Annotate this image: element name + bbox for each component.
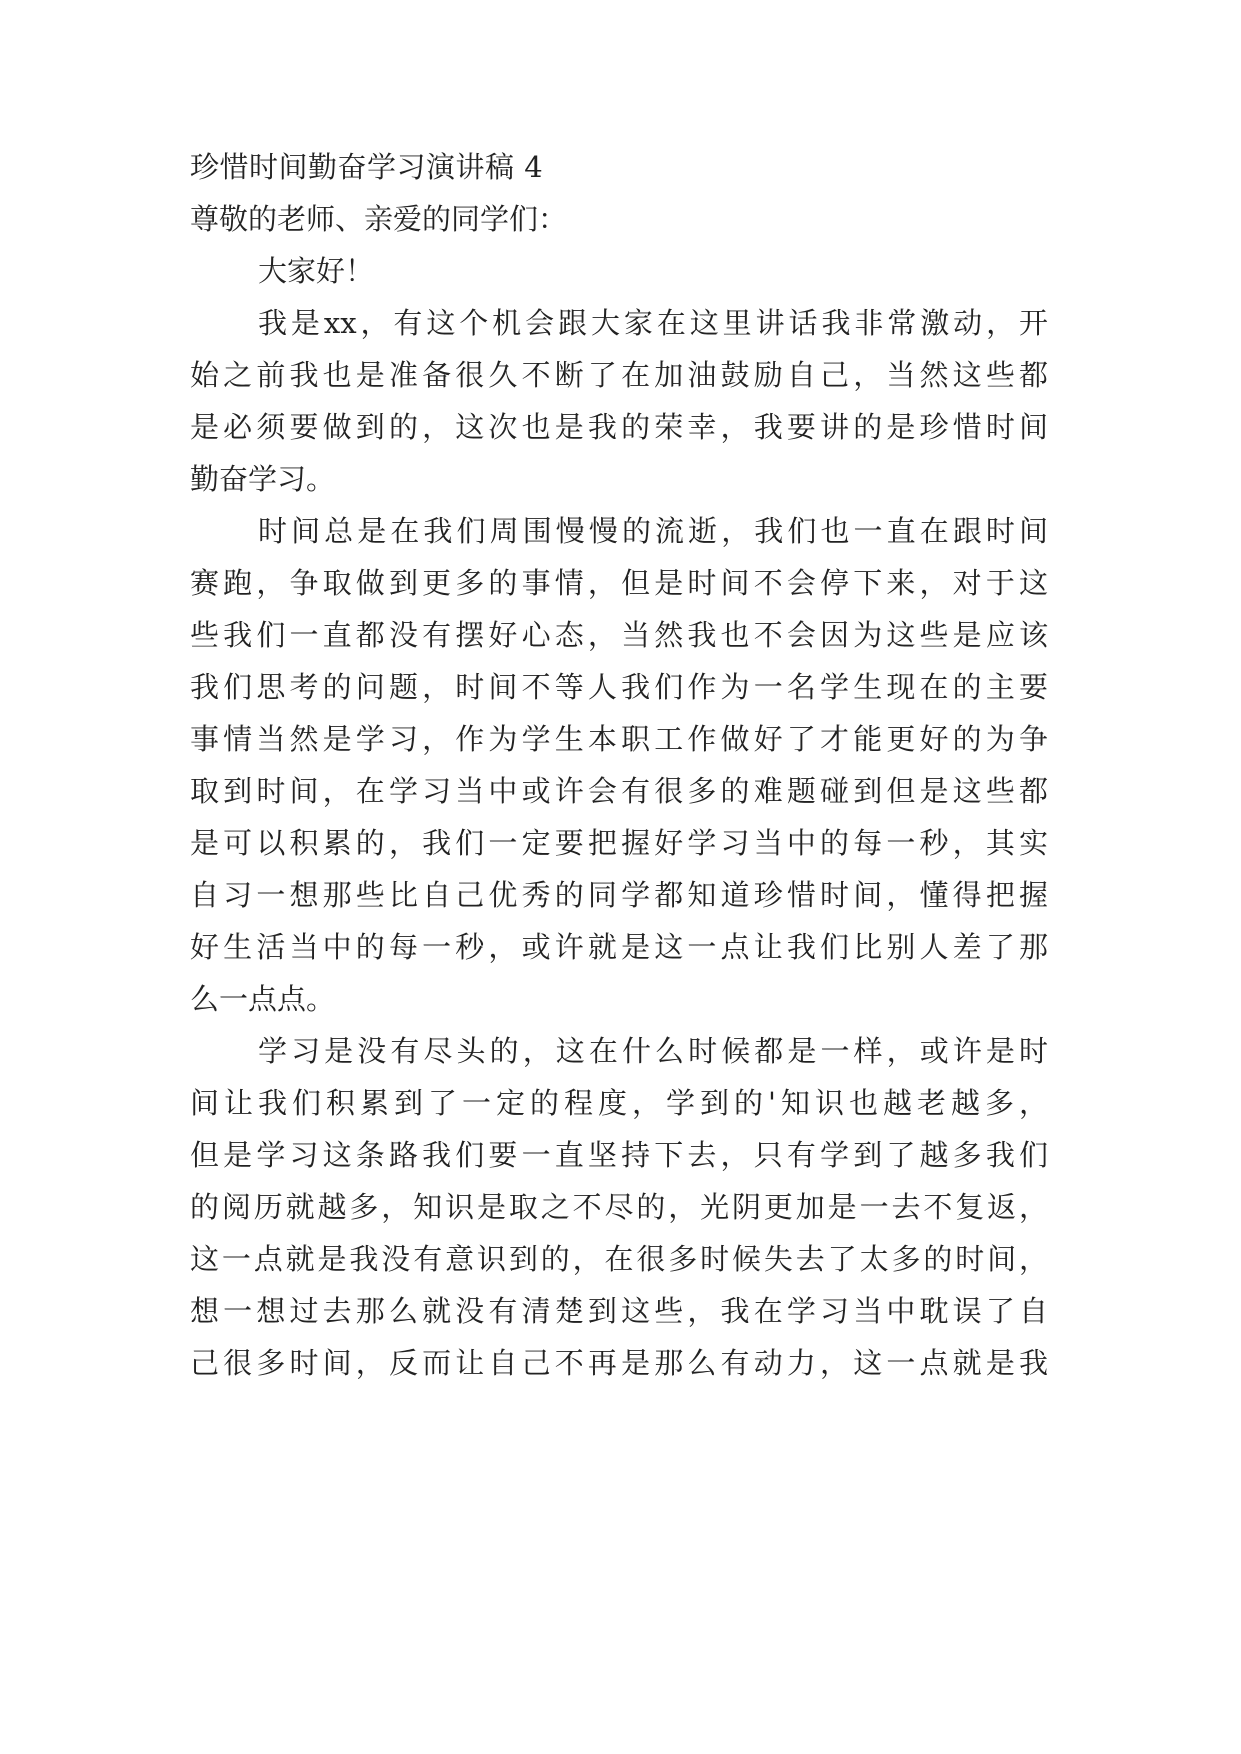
paragraph-line: 赛跑，争取做到更多的事情，但是时间不会停下来，对于这 — [190, 566, 1048, 600]
paragraph-line: 己很多时间，反而让自己不再是那么有动力，这一点就是我 — [190, 1346, 1048, 1380]
paragraph-line: 些我们一直都没有摆好心态，当然我也不会因为这些是应该 — [190, 618, 1048, 652]
paragraph-line: 是可以积累的，我们一定要把握好学习当中的每一秒，其实 — [190, 826, 1048, 860]
paragraph — [190, 505, 1048, 1025]
paragraph-line: 我们思考的问题，时间不等人我们作为一名学生现在的主要 — [190, 670, 1048, 704]
paragraph-line: 事情当然是学习，作为学生本职工作做好了才能更好的为争 — [190, 722, 1048, 756]
paragraph-line: 么一点点。 — [190, 982, 336, 1016]
paragraph-line: 好生活当中的每一秒，或许就是这一点让我们比别人差了那 — [190, 930, 1048, 964]
paragraph-line: 我是xx，有这个机会跟大家在这里讲话我非常激动，开 — [258, 306, 1048, 340]
paragraph-line: 的阅历就越多，知识是取之不尽的，光阴更加是一去不复返， — [190, 1190, 1048, 1224]
paragraph-line: 始之前我也是准备很久不断了在加油鼓励自己，当然这些都 — [190, 358, 1048, 392]
document-page — [190, 141, 1048, 1389]
paragraph — [190, 1025, 1048, 1389]
paragraph-line: 但是学习这条路我们要一直坚持下去，只有学到了越多我们 — [190, 1138, 1048, 1172]
paragraph-line: 自习一想那些比自己优秀的同学都知道珍惜时间，懂得把握 — [190, 878, 1048, 912]
paragraph-line: 想一想过去那么就没有清楚到这些，我在学习当中耽误了自 — [190, 1294, 1048, 1328]
paragraph-line: 这一点就是我没有意识到的，在很多时候失去了太多的时间， — [190, 1242, 1048, 1276]
paragraph — [190, 297, 1048, 505]
paragraph-line: 取到时间，在学习当中或许会有很多的难题碰到但是这些都 — [190, 774, 1048, 808]
document-title: 珍惜时间勤奋学习演讲稿 4 — [190, 150, 544, 184]
greeting: 大家好！ — [258, 254, 375, 288]
paragraph-line: 间让我们积累到了一定的程度，学到的'知识也越老越多， — [190, 1086, 1048, 1120]
paragraph-line: 勤奋学习。 — [190, 462, 336, 496]
salutation: 尊敬的老师、亲爱的同学们： — [190, 202, 568, 236]
paragraph-line: 时间总是在我们周围慢慢的流逝，我们也一直在跟时间 — [258, 514, 1048, 548]
paragraph-line: 是必须要做到的，这次也是我的荣幸，我要讲的是珍惜时间 — [190, 410, 1048, 444]
paragraph-line: 学习是没有尽头的，这在什么时候都是一样，或许是时 — [258, 1034, 1048, 1068]
